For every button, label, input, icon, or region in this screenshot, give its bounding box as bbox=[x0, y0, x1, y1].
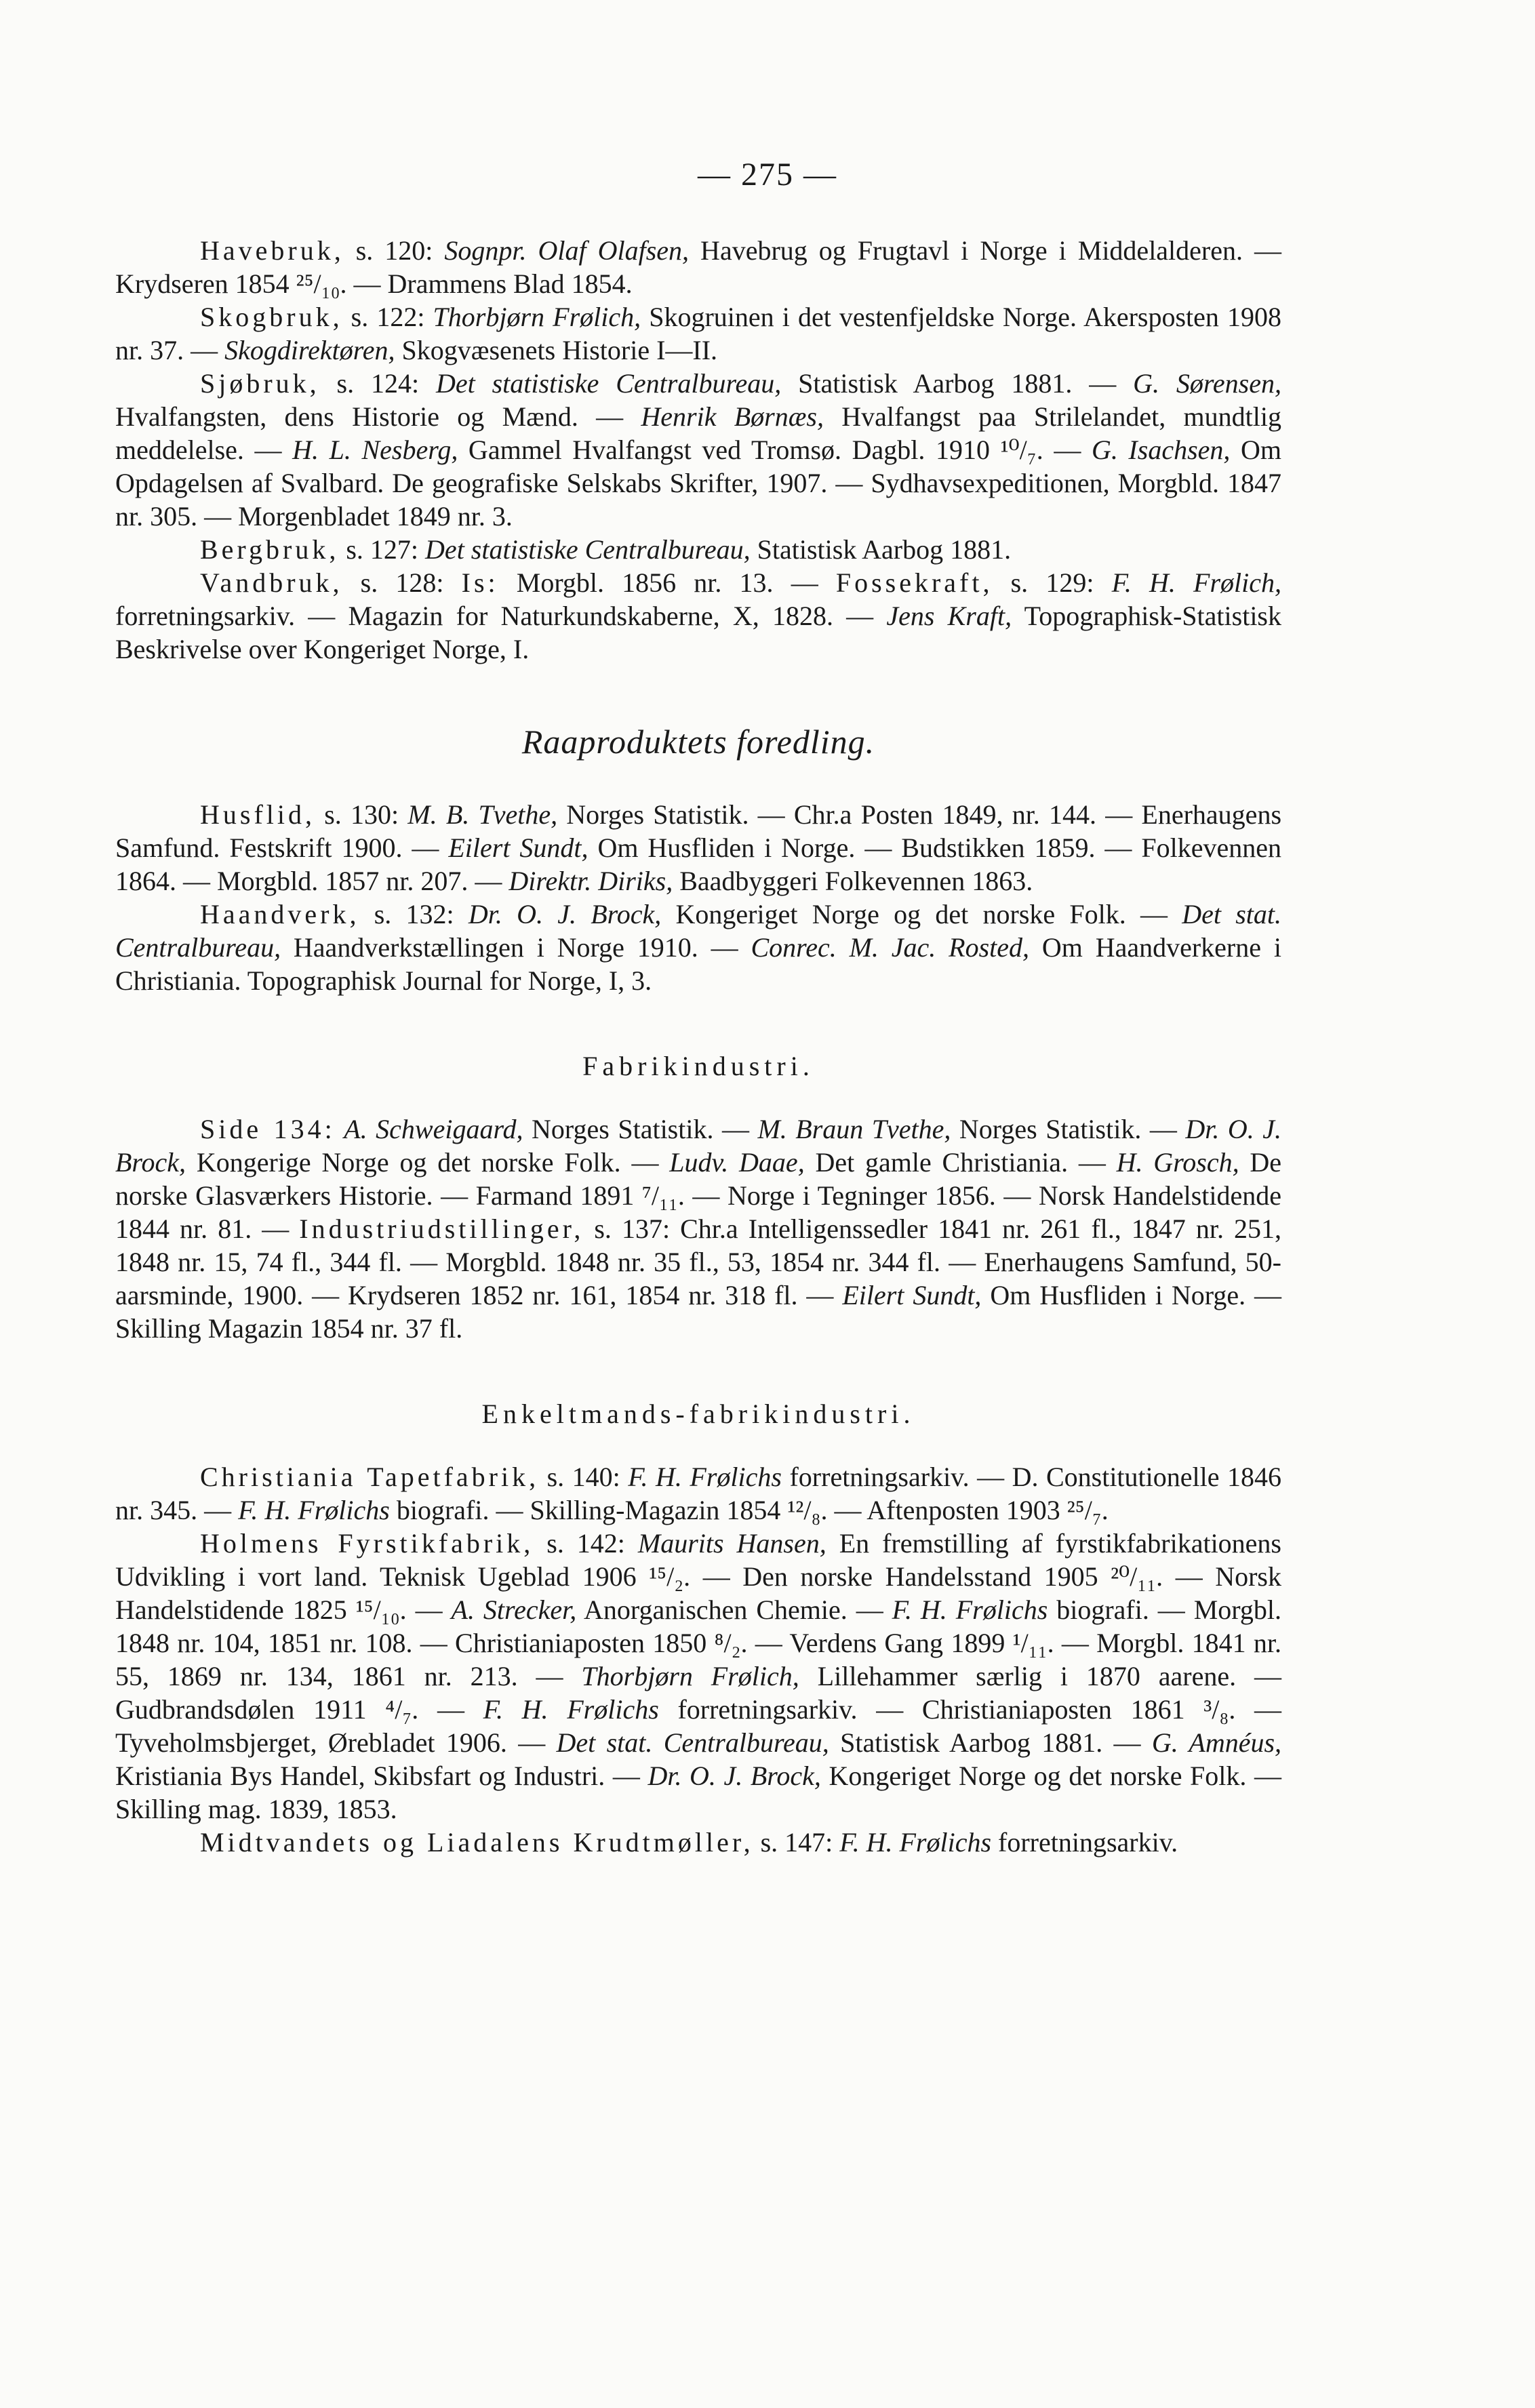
entry-vandbruk: Vandbruk, s. 128: Is: Morgbl. 1856 nr. 13. — Fossekraft, s. 129: F. H. Frølich, forretningsarkiv. — Magazin for Naturkundskaberne, X, 1828. — Jens Kraft, Topographisk-Statistisk Beskrivelse over Kongeriget Norge, I. bbox=[115, 567, 1281, 664]
section-heading-fabrikindustri: Fabrikindustri. bbox=[582, 1051, 814, 1081]
page-number: — 275 — bbox=[698, 157, 837, 193]
entry-fabrikindustri: Side 134: A. Schweigaard, Norges Statistik. — M. Braun Tvethe, Norges Statistik. — Dr. O. J. Brock, Kongerige Norge og det norske Folk. — Ludv. Daae, Det gamle Christiania. — H. Grosch, De norske Glasværkers Historie. — Farmand 1891 ⁷/₁₁. — Norge i Tegninger 1856. — Norsk Handelstidende 1844 nr. 81. — Industriudstillinger, s. 137: Chr.a Intelligenssedler 1841 nr. 261 fl., 1847 nr. 251, 1848 nr. 15, 74 fl., 344 fl. — Morgbld. 1848 nr. 35 fl., 53, 1854 nr. 344 fl. — Enerhaugens Samfund, 50-aarsminde, 1900. — Krydseren 1852 nr. 161, 1854 nr. 318 fl. — Eilert Sundt, Om Husfliden i Norge. — Skilling Magazin 1854 nr. 37 fl. bbox=[115, 1114, 1282, 1344]
entry-skogbruk: Skogbruk, s. 122: Thorbjørn Frølich, Skogruinen i det vestenfjeldske Norge. Akersposten 1908 nr. 37. — Skogdirektøren, Skogvæsenets Historie I—II. bbox=[115, 302, 1281, 365]
entry-havebruk: Havebruk, s. 120: Sognpr. Olaf Olafsen, Havebrug og Frugtavl i Norge i Middelalderen. — Krydseren 1854 ²⁵/₁₀. — Drammens Blad 1854. bbox=[115, 235, 1281, 299]
section-heading-raaproduktets: Raaproduktets foredling. bbox=[521, 723, 875, 761]
entry-fyrstikfabrik: Holmens Fyrstikfabrik, s. 142: Maurits Hansen, En fremstilling af fyrstikfabrikationens Udvikling i vort land. Teknisk Ugeblad 1906 ¹⁵/₂. — Den norske Handelsstand 1905 ²⁰/₁₁. — Norsk Handelstidende 1825 ¹⁵/₁₀. — A. Strecker, Anorganischen Chemie. — F. H. Frølichs biografi. — Morgbl. 1848 nr. 104, 1851 nr. 108. — Christianiaposten 1850 ⁸/₂. — Verdens Gang 1899 ¹/₁₁. — Morgbl. 1841 nr. 55, 1869 nr. 134, 1861 nr. 213. — Thorbjørn Frølich, Lillehammer særlig i 1870 aarene. — Gudbrandsdølen 1911 ⁴/₇. — F. H. Frølichs forretningsarkiv. — Christianiaposten 1861 ³/₈. — Tyveholmsbjerget, Ørebladet 1906. — Det stat. Centralbureau, Statistisk Aarbog 1881. — G. Amnéus, Kristiania Bys Handel, Skibsfart og Industri. — Dr. O. J. Brock, Kongeriget Norge og det norske Folk. — Skilling mag. 1839, 1853. bbox=[115, 1528, 1282, 1824]
entry-bergbruk: Bergbruk, s. 127: Det statistiske Centralbureau, Statistisk Aarbog 1881. bbox=[200, 534, 1012, 565]
entry-haandverk: Haandverk, s. 132: Dr. O. J. Brock, Kongeriget Norge og det norske Folk. — Det stat. Centralbureau, Haandverkstællingen i Norge 1910. — Conrec. M. Jac. Rosted, Om Haandverkerne i Christiania. Topographisk Journal for Norge, I, 3. bbox=[115, 899, 1282, 996]
entry-husflid: Husflid, s. 130: M. B. Tvethe, Norges Statistik. — Chr.a Posten 1849, nr. 144. — Enerhaugens Samfund. Festskrift 1900. — Eilert Sundt, Om Husfliden i Norge. — Budstikken 1859. — Folkevennen 1864. — Morgbld. 1857 nr. 207. — Direktr. Diriks, Baadbyggeri Folkevennen 1863. bbox=[115, 799, 1282, 896]
section-heading-enkeltmands: Enkeltmands-fabrikindustri. bbox=[481, 1399, 915, 1429]
bibliography-text bbox=[115, 234, 1281, 1859]
entry-tapetfabrik: Christiania Tapetfabrik, s. 140: F. H. Frølichs forretningsarkiv. — D. Constitutionelle 1846 nr. 345. — F. H. Frølichs biografi. — Skilling-Magazin 1854 ¹²/₈. — Aftenposten 1903 ²⁵/₇. bbox=[115, 1462, 1282, 1525]
entry-sjobruk: Sjøbruk, s. 124: Det statistiske Centralbureau, Statistisk Aarbog 1881. — G. Sørensen, Hvalfangsten, dens Historie og Mænd. — Henrik Børnæs, Hvalfangst paa Strilelandet, mundtlig meddelelse. — H. L. Nesberg, Gammel Hvalfangst ved Tromsø. Dagbl. 1910 ¹⁰/₇. — G. Isachsen, Om Opdagelsen af Svalbard. De geografiske Selskabs Skrifter, 1907. — Sydhavsexpeditionen, Morgbld. 1847 nr. 305. — Morgenbladet 1849 nr. 3. bbox=[115, 368, 1282, 531]
entry-krudtmoller: Midtvandets og Liadalens Krudtmøller, s. 147: F. H. Frølichs forretningsarkiv. bbox=[200, 1827, 1178, 1858]
